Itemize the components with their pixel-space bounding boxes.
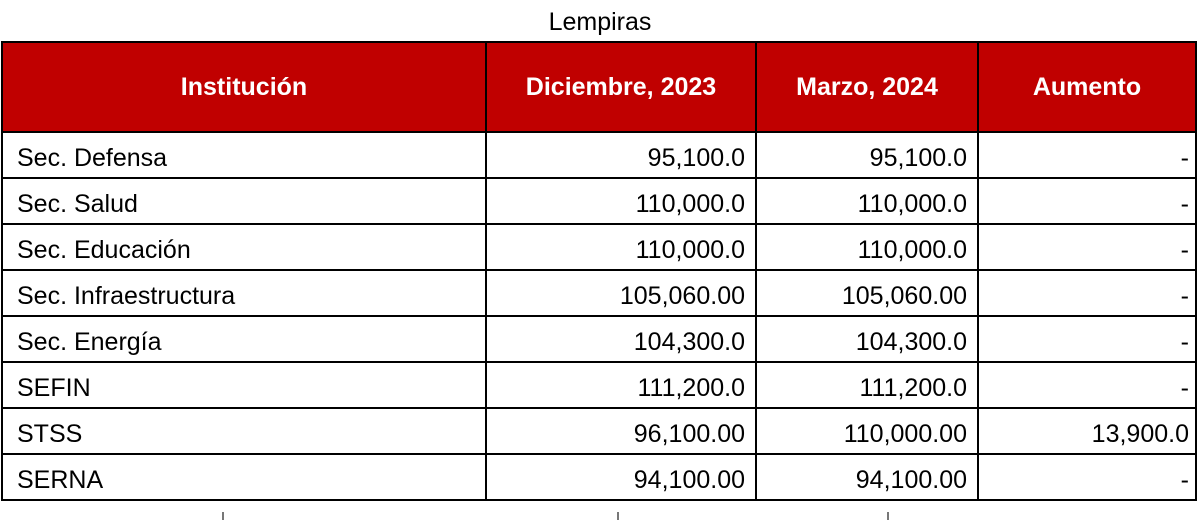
- header-marzo-2024: Marzo, 2024: [756, 42, 978, 132]
- table-caption: Lempiras: [548, 8, 652, 36]
- cell-institucion: Sec. Energía: [2, 316, 486, 362]
- cell-marzo-2024: 94,100.00: [756, 454, 978, 500]
- cell-diciembre-2023: 110,000.0: [486, 178, 756, 224]
- cell-diciembre-2023: 111,200.0: [486, 362, 756, 408]
- cell-institucion: Sec. Educación: [2, 224, 486, 270]
- header-institucion: Institución: [2, 42, 486, 132]
- cropped-mark: [617, 512, 619, 520]
- cell-institucion: Sec. Salud: [2, 178, 486, 224]
- cell-aumento: -: [978, 270, 1196, 316]
- cell-marzo-2024: 104,300.0: [756, 316, 978, 362]
- header-aumento: Aumento: [978, 42, 1196, 132]
- cell-marzo-2024: 95,100.0: [756, 132, 978, 178]
- cropped-mark: [222, 512, 224, 520]
- cell-diciembre-2023: 104,300.0: [486, 316, 756, 362]
- cell-diciembre-2023: 95,100.0: [486, 132, 756, 178]
- cell-aumento: -: [978, 316, 1196, 362]
- cell-institucion: Sec. Infraestructura: [2, 270, 486, 316]
- cell-institucion: SERNA: [2, 454, 486, 500]
- cell-diciembre-2023: 94,100.00: [486, 454, 756, 500]
- header-row: [2, 42, 1196, 132]
- cell-aumento: -: [978, 132, 1196, 178]
- cropped-mark: [887, 512, 889, 520]
- table-row: [2, 362, 1196, 408]
- cell-marzo-2024: 110,000.0: [756, 178, 978, 224]
- salary-table: [1, 41, 1197, 501]
- cell-aumento: 13,900.0: [978, 408, 1196, 454]
- table-row: [2, 408, 1196, 454]
- table-row: [2, 224, 1196, 270]
- cell-marzo-2024: 105,060.00: [756, 270, 978, 316]
- cell-aumento: -: [978, 178, 1196, 224]
- cell-aumento: -: [978, 454, 1196, 500]
- table-row: [2, 178, 1196, 224]
- cropped-bottom-marks: [0, 512, 1200, 522]
- cell-diciembre-2023: 110,000.0: [486, 224, 756, 270]
- table-row: [2, 132, 1196, 178]
- cell-aumento: -: [978, 362, 1196, 408]
- cell-aumento: -: [978, 224, 1196, 270]
- cell-institucion: STSS: [2, 408, 486, 454]
- cell-diciembre-2023: 96,100.00: [486, 408, 756, 454]
- table-row: [2, 270, 1196, 316]
- cell-marzo-2024: 111,200.0: [756, 362, 978, 408]
- table-row: [2, 316, 1196, 362]
- cell-institucion: SEFIN: [2, 362, 486, 408]
- table-row: [2, 454, 1196, 500]
- cell-institucion: Sec. Defensa: [2, 132, 486, 178]
- cell-diciembre-2023: 105,060.00: [486, 270, 756, 316]
- cell-marzo-2024: 110,000.00: [756, 408, 978, 454]
- cell-marzo-2024: 110,000.0: [756, 224, 978, 270]
- header-diciembre-2023: Diciembre, 2023: [486, 42, 756, 132]
